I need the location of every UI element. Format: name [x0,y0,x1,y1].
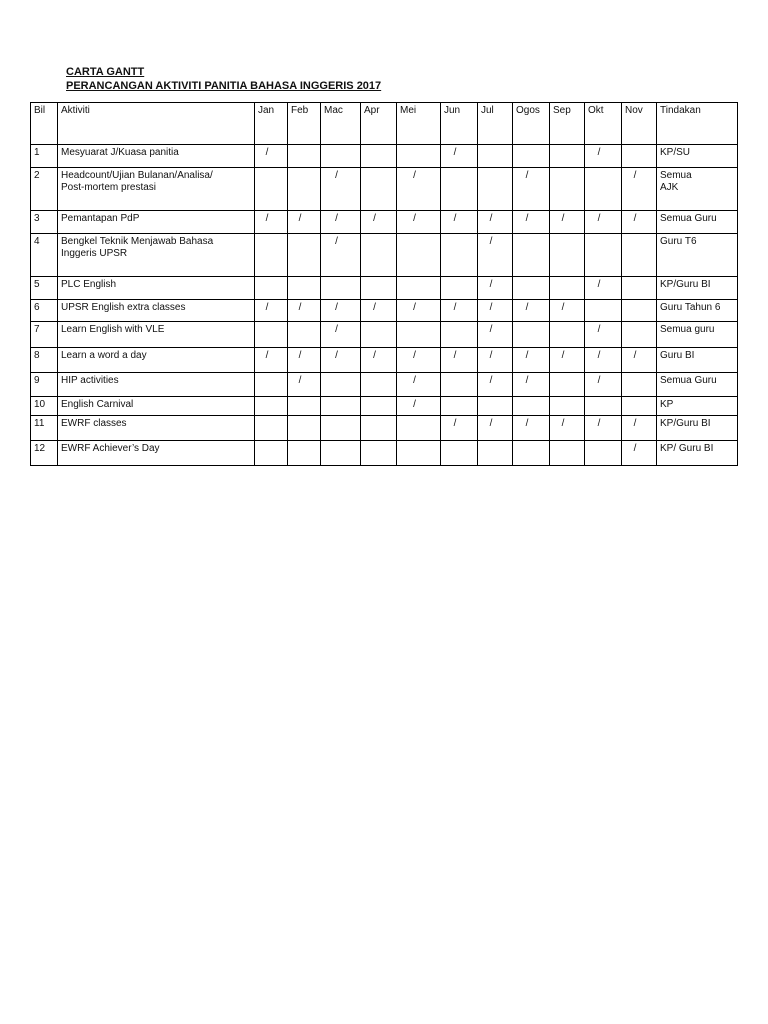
header-month-apr: Apr [361,103,397,145]
month-cell-sep [550,322,585,348]
row-aktiviti: Pemantapan PdP [58,211,255,234]
month-cell-jul [478,277,513,300]
activity-mark: / [265,213,269,224]
activity-mark: / [298,302,302,313]
activity-mark: / [561,213,565,224]
month-cell-nov [622,397,657,416]
month-cell-apr [361,373,397,397]
activity-mark: / [561,302,565,313]
table-row [31,211,738,234]
month-cell-mac [321,348,361,373]
row-tindakan: KP/Guru BI [657,277,738,300]
table-row [31,168,738,211]
month-cell-sep [550,145,585,168]
header-month-mac: Mac [321,103,361,145]
month-cell-jun [441,441,478,466]
month-cell-jan [255,300,288,322]
activity-mark: / [597,147,601,158]
month-cell-jan [255,348,288,373]
month-cell-okt [585,145,622,168]
header-month-nov: Nov [622,103,657,145]
activity-mark: / [597,324,601,335]
month-cell-apr [361,168,397,211]
month-cell-mac [321,300,361,322]
activity-mark: / [298,375,302,386]
month-cell-jun [441,168,478,211]
month-cell-jul [478,300,513,322]
row-tindakan: Semua Guru [657,211,738,234]
header-month-okt: Okt [585,103,622,145]
month-cell-jan [255,416,288,441]
month-cell-okt [585,416,622,441]
activity-mark: / [335,302,338,313]
month-cell-jun [441,234,478,277]
month-cell-ogos [513,416,550,441]
month-cell-mac [321,416,361,441]
month-cell-feb [288,416,321,441]
month-cell-jun [441,277,478,300]
row-bil: 6 [31,300,58,322]
row-tindakan: Semua Guru [657,373,738,397]
month-cell-jul [478,211,513,234]
activity-mark: / [413,302,416,313]
month-cell-feb [288,397,321,416]
month-cell-mei [397,416,441,441]
table-row [31,348,738,373]
month-cell-jan [255,234,288,277]
month-cell-sep [550,373,585,397]
month-cell-jan [255,373,288,397]
activity-mark: / [413,170,416,181]
month-cell-okt [585,348,622,373]
header-bil: Bil [31,103,58,145]
month-cell-feb [288,168,321,211]
month-cell-okt [585,300,622,322]
month-cell-nov [622,300,657,322]
activity-mark: / [298,213,302,224]
activity-mark: / [633,350,637,361]
document-title: CARTA GANTT [66,66,145,78]
row-tindakan: KP [657,397,738,416]
row-aktiviti: EWRF Achiever’s Day [58,441,255,466]
month-cell-ogos [513,168,550,211]
table-row [31,234,738,277]
month-cell-mac [321,373,361,397]
month-cell-jan [255,277,288,300]
month-cell-apr [361,234,397,277]
row-bil: 12 [31,441,58,466]
month-cell-sep [550,277,585,300]
month-cell-jun [441,416,478,441]
month-cell-jun [441,397,478,416]
month-cell-jun [441,211,478,234]
month-cell-jan [255,145,288,168]
row-bil: 4 [31,234,58,277]
activity-mark: / [413,375,416,386]
activity-mark: / [489,375,493,386]
month-cell-mei [397,322,441,348]
activity-mark: / [489,418,493,429]
activity-mark: / [525,302,529,313]
month-cell-sep [550,441,585,466]
month-cell-jan [255,322,288,348]
row-aktiviti: Learn a word a day [58,348,255,373]
activity-mark: / [489,350,493,361]
month-cell-mac [321,322,361,348]
row-aktiviti: Bengkel Teknik Menjawab Bahasa Inggeris UPSR [58,234,255,277]
month-cell-feb [288,145,321,168]
activity-mark: / [453,147,457,158]
month-cell-jul [478,416,513,441]
month-cell-apr [361,441,397,466]
activity-mark: / [335,170,338,181]
row-aktiviti: HIP activities [58,373,255,397]
row-tindakan: KP/SU [657,145,738,168]
month-cell-feb [288,373,321,397]
month-cell-jul [478,168,513,211]
month-cell-ogos [513,322,550,348]
activity-mark: / [335,236,338,247]
activity-mark: / [597,350,601,361]
activity-mark: / [489,279,493,290]
month-cell-apr [361,300,397,322]
table-row [31,322,738,348]
month-cell-jan [255,211,288,234]
row-tindakan: Guru T6 [657,234,738,277]
activity-mark: / [561,350,565,361]
month-cell-apr [361,322,397,348]
month-cell-feb [288,348,321,373]
activity-mark: / [265,350,269,361]
month-cell-sep [550,300,585,322]
month-cell-nov [622,234,657,277]
month-cell-nov [622,441,657,466]
row-bil: 10 [31,397,58,416]
month-cell-ogos [513,300,550,322]
header-month-mei: Mei [397,103,441,145]
row-aktiviti: Mesyuarat J/Kuasa panitia [58,145,255,168]
month-cell-feb [288,441,321,466]
month-cell-jun [441,145,478,168]
month-cell-jul [478,145,513,168]
month-cell-mei [397,211,441,234]
month-cell-mei [397,300,441,322]
header-month-ogos: Ogos [513,103,550,145]
month-cell-jun [441,348,478,373]
month-cell-jul [478,441,513,466]
month-cell-apr [361,145,397,168]
month-cell-sep [550,416,585,441]
row-aktiviti: Headcount/Ujian Bulanan/Analisa/ Post-mortem prestasi [58,168,255,211]
header-month-feb: Feb [288,103,321,145]
month-cell-ogos [513,234,550,277]
month-cell-jan [255,397,288,416]
document-subtitle: PERANCANGAN AKTIVITI PANITIA BAHASA INGGERIS 2017 [66,80,382,92]
month-cell-mei [397,168,441,211]
table-row [31,300,738,322]
table-row [31,145,738,168]
row-tindakan: Guru BI [657,348,738,373]
month-cell-ogos [513,145,550,168]
activity-mark: / [335,213,338,224]
row-aktiviti: PLC English [58,277,255,300]
month-cell-sep [550,211,585,234]
activity-mark: / [489,324,493,335]
activity-mark: / [597,279,601,290]
month-cell-ogos [513,211,550,234]
month-cell-ogos [513,397,550,416]
month-cell-okt [585,322,622,348]
header-tindakan: Tindakan [657,103,738,145]
month-cell-jul [478,234,513,277]
header-month-jun: Jun [441,103,478,145]
header-month-jan: Jan [255,103,288,145]
month-cell-mac [321,397,361,416]
month-cell-mei [397,145,441,168]
row-bil: 1 [31,145,58,168]
row-bil: 3 [31,211,58,234]
month-cell-nov [622,145,657,168]
row-aktiviti: Learn English with VLE [58,322,255,348]
row-tindakan: Semua guru [657,322,738,348]
month-cell-mei [397,234,441,277]
activity-mark: / [373,350,376,361]
row-aktiviti: UPSR English extra classes [58,300,255,322]
month-cell-nov [622,322,657,348]
activity-mark: / [453,302,457,313]
month-cell-mei [397,397,441,416]
month-cell-sep [550,168,585,211]
month-cell-okt [585,277,622,300]
month-cell-feb [288,300,321,322]
month-cell-sep [550,234,585,277]
month-cell-apr [361,397,397,416]
gantt-table [30,102,738,466]
month-cell-jul [478,322,513,348]
header-month-sep: Sep [550,103,585,145]
month-cell-jun [441,300,478,322]
month-cell-sep [550,397,585,416]
activity-mark: / [335,324,338,335]
month-cell-feb [288,234,321,277]
month-cell-apr [361,416,397,441]
activity-mark: / [525,213,529,224]
month-cell-mac [321,277,361,300]
activity-mark: / [561,418,565,429]
table-row [31,397,738,416]
row-tindakan: Guru Tahun 6 [657,300,738,322]
activity-mark: / [265,147,269,158]
month-cell-nov [622,277,657,300]
activity-mark: / [413,213,416,224]
activity-mark: / [453,350,457,361]
month-cell-ogos [513,277,550,300]
month-cell-feb [288,322,321,348]
month-cell-jul [478,373,513,397]
activity-mark: / [489,302,493,313]
row-bil: 9 [31,373,58,397]
activity-mark: / [597,418,601,429]
row-bil: 7 [31,322,58,348]
month-cell-ogos [513,373,550,397]
header-month-jul: Jul [478,103,513,145]
activity-mark: / [453,418,457,429]
row-aktiviti: English Carnival [58,397,255,416]
activity-mark: / [633,418,637,429]
row-bil: 5 [31,277,58,300]
activity-mark: / [298,350,302,361]
month-cell-jan [255,441,288,466]
month-cell-apr [361,348,397,373]
month-cell-okt [585,373,622,397]
gantt-table-body [31,103,738,466]
month-cell-mei [397,348,441,373]
activity-mark: / [413,399,416,410]
month-cell-jul [478,397,513,416]
month-cell-okt [585,211,622,234]
activity-mark: / [633,213,637,224]
activity-mark: / [525,375,529,386]
month-cell-apr [361,211,397,234]
activity-mark: / [265,302,269,313]
activity-mark: / [489,213,493,224]
row-bil: 11 [31,416,58,441]
month-cell-okt [585,168,622,211]
month-cell-ogos [513,348,550,373]
activity-mark: / [525,170,529,181]
month-cell-sep [550,348,585,373]
row-bil: 2 [31,168,58,211]
activity-mark: / [453,213,457,224]
month-cell-jun [441,322,478,348]
month-cell-okt [585,397,622,416]
month-cell-mac [321,234,361,277]
header-aktiviti: Aktiviti [58,103,255,145]
activity-mark: / [525,418,529,429]
month-cell-nov [622,348,657,373]
row-aktiviti: EWRF classes [58,416,255,441]
row-tindakan: KP/ Guru BI [657,441,738,466]
month-cell-feb [288,277,321,300]
header-row [31,103,738,145]
month-cell-nov [622,168,657,211]
row-tindakan: Semua AJK [657,168,738,211]
activity-mark: / [633,443,637,454]
table-row [31,277,738,300]
activity-mark: / [335,350,338,361]
table-row [31,441,738,466]
month-cell-nov [622,373,657,397]
activity-mark: / [373,302,376,313]
month-cell-feb [288,211,321,234]
activity-mark: / [373,213,376,224]
month-cell-mac [321,145,361,168]
activity-mark: / [413,350,416,361]
month-cell-mac [321,441,361,466]
month-cell-apr [361,277,397,300]
month-cell-jan [255,168,288,211]
month-cell-okt [585,441,622,466]
month-cell-nov [622,211,657,234]
activity-mark: / [489,236,493,247]
activity-mark: / [597,213,601,224]
month-cell-jul [478,348,513,373]
month-cell-mac [321,168,361,211]
table-row [31,416,738,441]
activity-mark: / [525,350,529,361]
activity-mark: / [597,375,601,386]
month-cell-mei [397,277,441,300]
month-cell-nov [622,416,657,441]
month-cell-mei [397,441,441,466]
month-cell-jun [441,373,478,397]
row-tindakan: KP/Guru BI [657,416,738,441]
month-cell-mei [397,373,441,397]
month-cell-okt [585,234,622,277]
activity-mark: / [633,170,637,181]
month-cell-mac [321,211,361,234]
month-cell-ogos [513,441,550,466]
table-row [31,373,738,397]
row-bil: 8 [31,348,58,373]
